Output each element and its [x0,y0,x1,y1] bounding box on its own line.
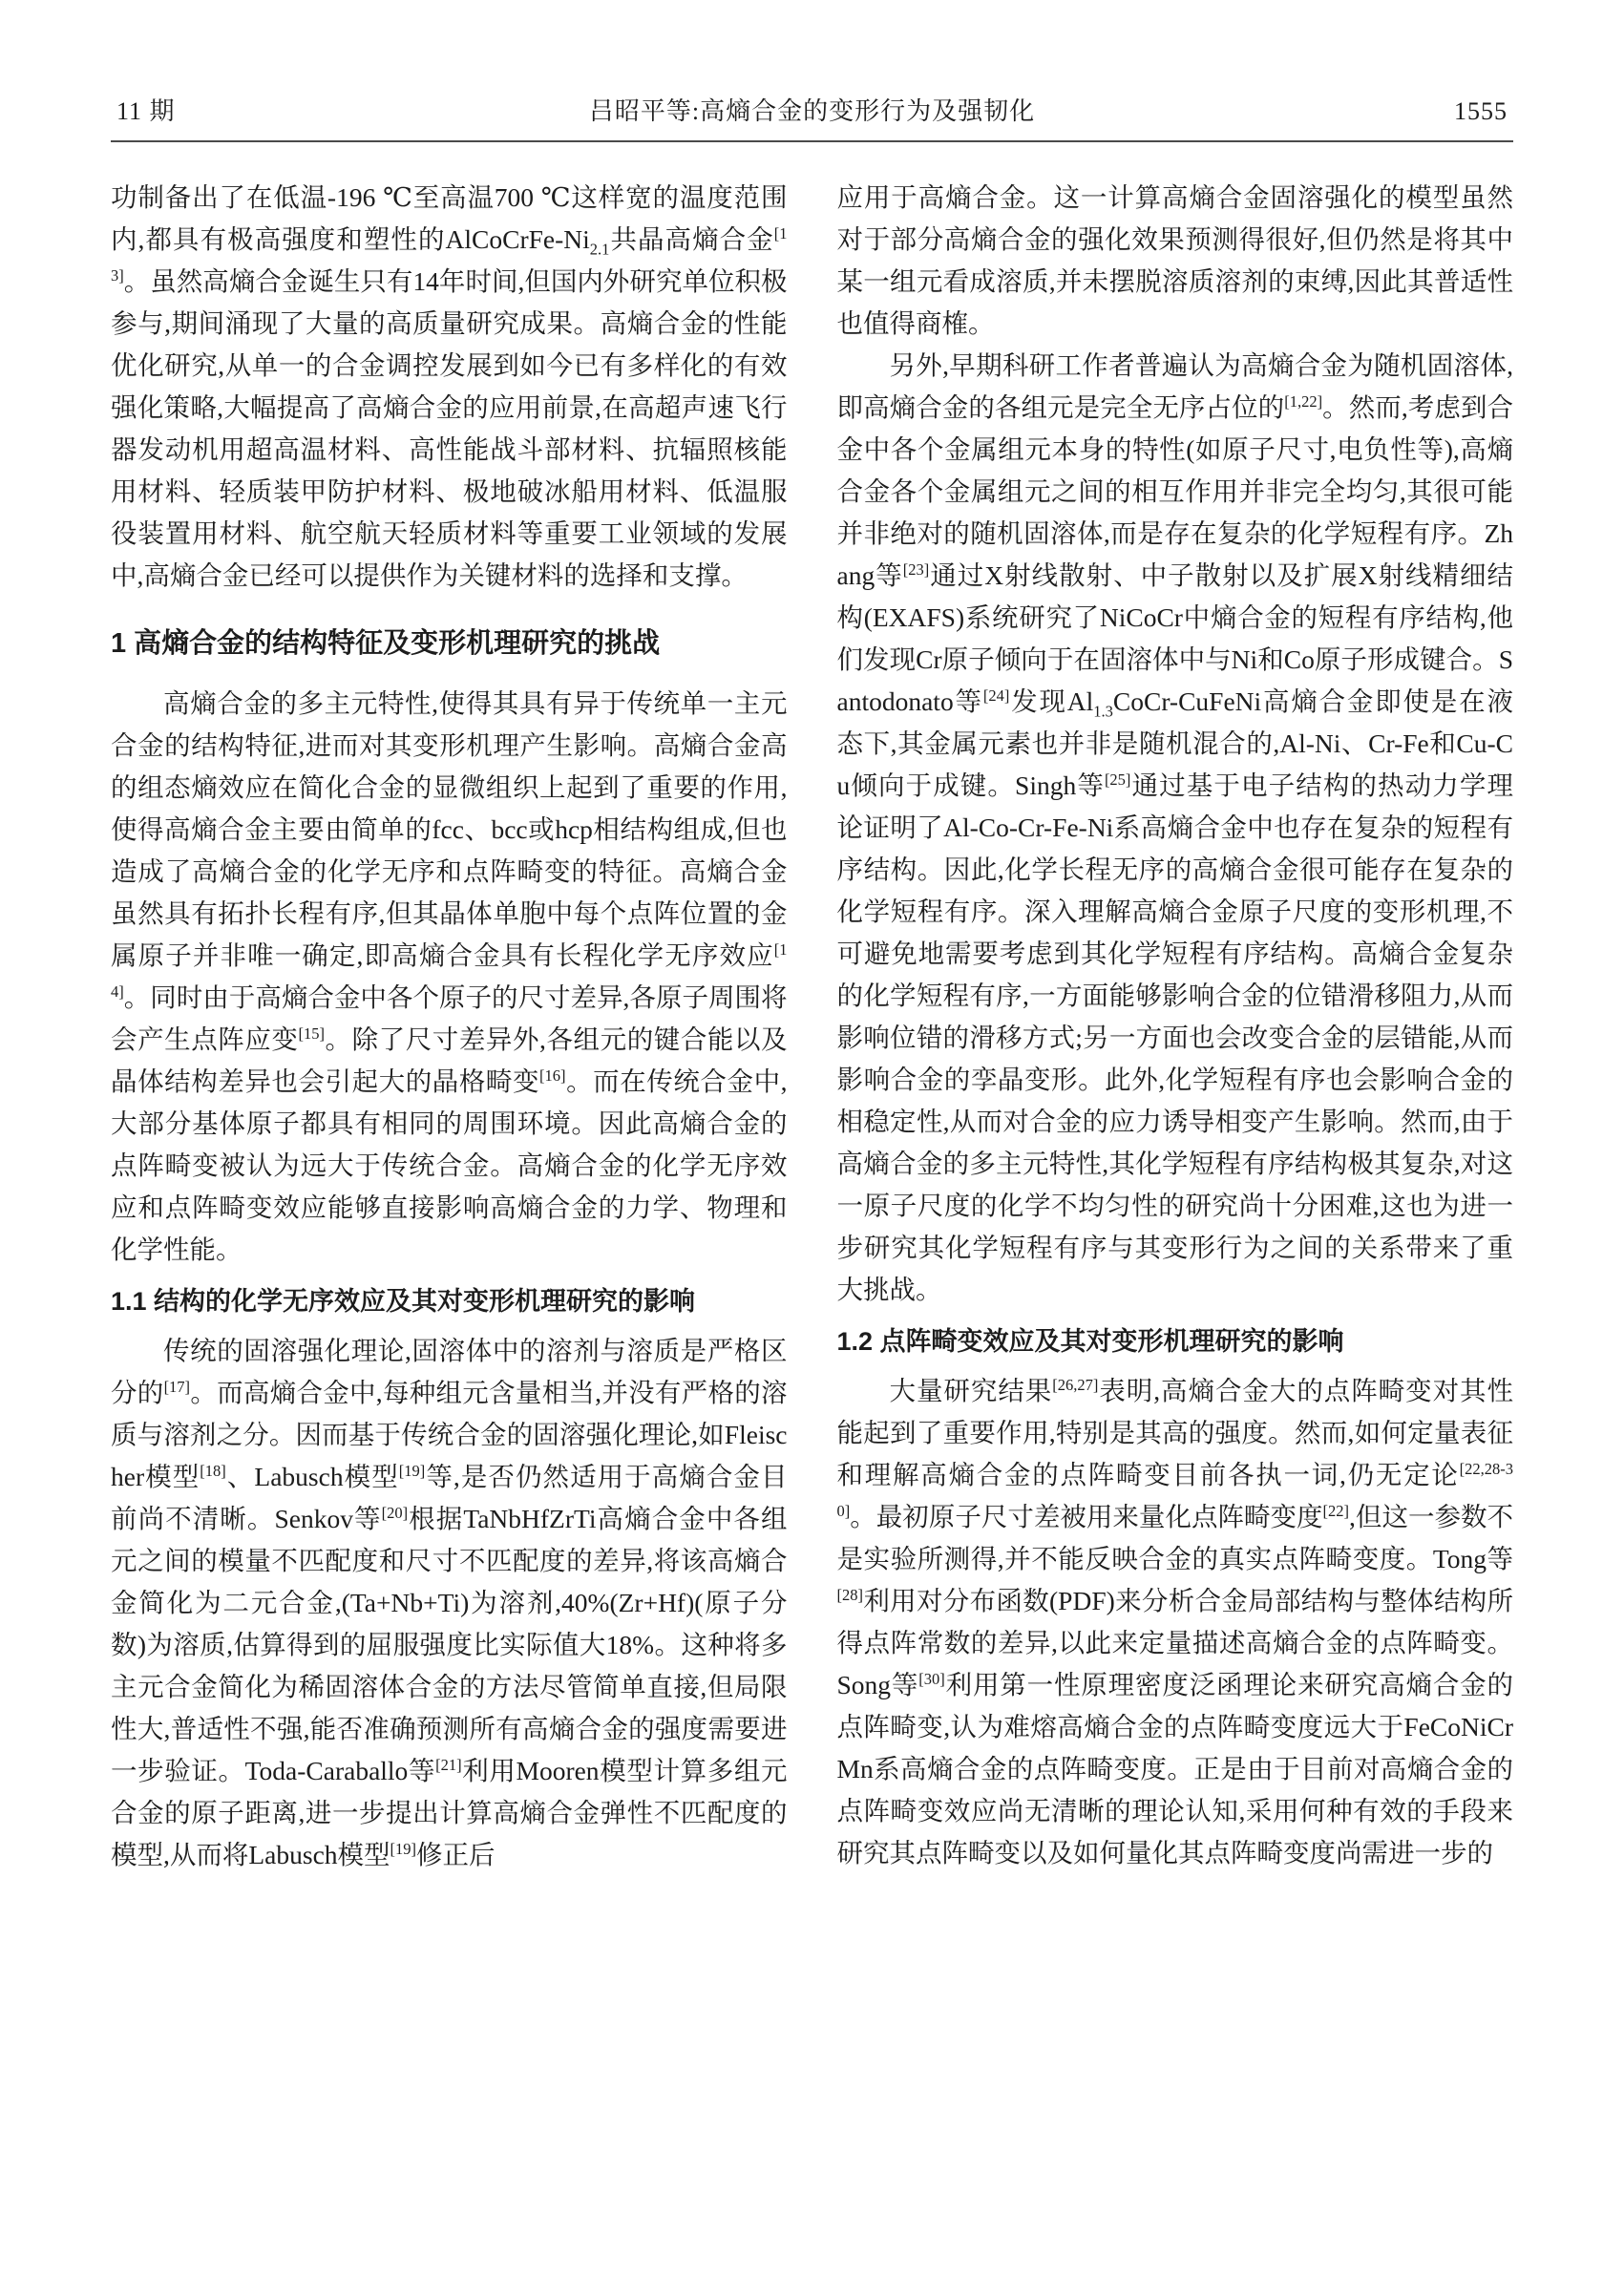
paragraph: 高熵合金的多主元特性,使得其具有异于传统单一主元合金的结构特征,进而对其变形机理产生影响。高熵合金高的组态熵效应在简化合金的显微组织上起到了重要的作用,使得高熵合金主要由简单的fcc、bcc或hcp相结构组成,但也造成了高熵合金的化学无序和点阵畸变的特征。高熵合金虽然具有拓扑长程有序,但其晶体单胞中每个点阵位置的金属原子并非唯一确定,即高熵合金具有长程化学无序效应[14]。同时由于高熵合金中各个原子的尺寸差异,各原子周围将会产生点阵应变[15]。除了尺寸差异外,各组元的键合能以及晶体结构差异也会引起大的晶格畸变[16]。而在传统合金中,大部分基体原子都具有相同的周围环境。因此高熵合金的点阵畸变被认为远大于传统合金。高熵合金的化学无序效应和点阵畸变效应能够直接影响高熵合金的力学、物理和化学性能。 [111,688,788,1265]
citation-ref: [22] [1322,1501,1350,1520]
citation-ref: [13] [111,223,788,285]
citation-ref: [21] [435,1755,462,1774]
citation-ref: [23] [902,559,930,579]
citation-ref: [19] [398,1461,426,1480]
right-column [837,177,1514,1876]
citation-ref: [25] [1104,770,1131,789]
left-column [111,177,788,1876]
running-title: 吕昭平等:高熵合金的变形行为及强韧化 [588,97,1036,125]
issue-number: 11 期 [116,97,176,125]
subsection-heading: 1.2 点阵畸变效应及其对变形机理研究的影响 [836,1327,1344,1356]
chemical-subscript: 1.3 [1093,702,1113,721]
page-header [111,92,1513,142]
citation-ref: [16] [539,1066,566,1085]
citation-ref: [19] [390,1839,417,1858]
citation-ref: [28] [836,1585,863,1604]
page-number: 1555 [1454,97,1508,125]
citation-ref: [24] [982,686,1010,705]
citation-ref: [1,22] [1284,391,1323,411]
paragraph: 大量研究结果[26,27]表明,高熵合金大的点阵畸变对其性能起到了重要作用,特别是其高的强度。然而,如何定量表征和理解高熵合金的点阵畸变目前各执一词,仍无定论[22,28-30]。最初原子尺寸差被用来量化点阵畸变度[22],但这一参数不是实验所测得,并不能反映合金的真实点阵畸变度。Tong等[28]利用对分布函数(PDF)来分析合金局部结构与整体结构所得点阵常数的差异,以此来定量描述高熵合金的点阵畸变。Song等[30]利用第一性原理密度泛函理论来研究高熵合金的点阵畸变,认为难熔高熵合金的点阵畸变度远大于FeCoNiCrMn系高熵合金的点阵畸变度。正是由于目前对高熵合金的点阵畸变效应尚无清晰的理论认知,采用何种有效的手段来研究其点阵畸变以及如何量化其点阵畸变度尚需进一步的 [836,1375,1514,1868]
paragraph: 功制备出了在低温-196 ℃至高温700 ℃这样宽的温度范围内,都具有极高强度和塑性的AlCoCrFe-$Ni_{2.1}$共晶高熵合金[13]。虽然高熵合金诞生只有14年时间,但国内外研究单位积极参与,期间涌现了大量的高质量研究成果。高熵合金的性能优化研究,从单一的合金调控发展到如今已有多样化的有效强化策略,大幅提高了高熵合金的应用前景,在高超声速飞行器发动机用超高温材料、高性能战斗部材料、抗辐照核能用材料、轻质装甲防护材料、极地破冰船用材料、低温服役装置用材料、航空航天轻质材料等重要工业领域的发展中,高熵合金已经可以提供作为关键材料的选择和支撑。 [111,182,788,590]
chemical-subscript: 2.1 [589,240,610,259]
paragraph: 应用于高熵合金。这一计算高熵合金固溶强化的模型虽然对于部分高熵合金的强化效果预测得很好,但仍然是将其中某一组元看成溶质,并未摆脱溶质溶剂的束缚,因此其普适性也值得商榷。 [836,182,1513,338]
citation-ref: [26,27] [1052,1375,1099,1394]
citation-ref: [20] [381,1503,409,1522]
citation-ref: [14] [111,939,788,1001]
citation-ref: [17] [163,1377,191,1396]
subsection-heading: 1.1 结构的化学无序效应及其对变形机理研究的影响 [111,1287,696,1317]
two-column-body [111,177,1513,1876]
citation-ref: [22,28-30] [836,1459,1513,1520]
paragraph: 传统的固溶强化理论,固溶体中的溶剂与溶质是严格区分的[17]。而高熵合金中,每种组元含量相当,并没有严格的溶质与溶剂之分。因而基于传统合金的固溶强化理论,如Fleischer模型[18]、Labusch模型[19]等,是否仍然适用于高熵合金目前尚不清晰。Senkov等[20]根据TaNbHfZrTi高熵合金中各组元之间的模量不匹配度和尺寸不匹配度的差异,将该高熵合金简化为二元合金,(Ta+Nb+Ti)为溶剂,40%(Zr+Hf)(原子分数)为溶质,估算得到的屈服强度比实际值大18%。这种将多主元合金简化为稀固溶体合金的方法尽管简单直接,但局限性大,普适性不强,能否准确预测所有高熵合金的强度需要进一步验证。Toda-Caraballo等[21]利用Mooren模型计算多组元合金的原子距离,进一步提出计算高熵合金弹性不匹配度的模型,从而将Labusch模型[19]修正后 [111,1335,788,1869]
citation-ref: [18] [200,1461,226,1480]
citation-ref: [30] [918,1669,945,1688]
section-heading: 1 高熵合金的结构特征及变形机理研究的挑战 [111,628,661,659]
paragraph: 另外,早期科研工作者普遍认为高熵合金为随机固溶体,即高熵合金的各组元是完全无序占位的[1,22]。然而,考虑到合金中各个金属组元本身的特性(如原子尺寸,电负性等),高熵合金各个金属组元之间的相互作用并非完全均匀,其很可能并非绝对的随机固溶体,而是存在复杂的化学短程有序。Zhang等[23]通过X射线散射、中子散射以及扩展X射线精细结构(EXAFS)系统研究了NiCoCr中熵合金的短程有序结构,他们发现Cr原子倾向于在固溶体中与Ni和Co原子形成键合。Santodonato等[24]发现$Al_{1.3}CoCr$-CuFeNi高熵合金即使是在液态下,其金属元素也并非是随机混合的,Al-Ni、Cr-Fe和Cu-Cu倾向于成键。Singh等[25]通过基于电子结构的热动力学理论证明了Al-Co-Cr-Fe-Ni系高熵合金中也存在复杂的短程有序结构。因此,化学长程无序的高熵合金很可能存在复杂的化学短程有序。深入理解高熵合金原子尺度的变形机理,不可避免地需要考虑到其化学短程有序结构。高熵合金复杂的化学短程有序,一方面能够影响合金的位错滑移阻力,从而影响位错的滑移方式;另一方面也会改变合金的层错能,从而影响合金的孪晶变形。此外,化学短程有序也会影响合金的相稳定性,从而对合金的应力诱导相变产生影响。然而,由于高熵合金的多主元特性,其化学短程有序结构极其复杂,对这一原子尺度的化学不均匀性的研究尚十分困难,这也为进一步研究其化学短程有序与其变形行为之间的关系带来了重大挑战。 [836,350,1514,1304]
citation-ref: [15] [298,1023,325,1043]
